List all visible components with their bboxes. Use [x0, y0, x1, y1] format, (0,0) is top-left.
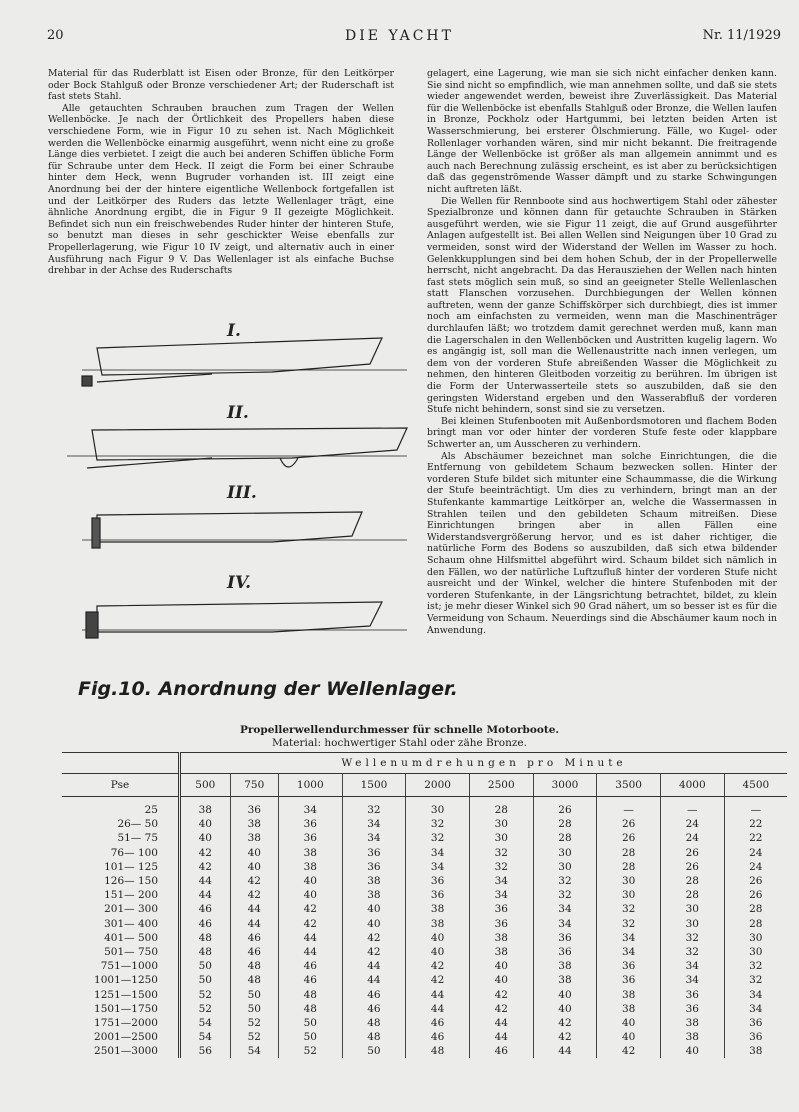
- diameter-cell: 50: [180, 959, 231, 973]
- diameter-cell: —: [597, 797, 661, 818]
- diameter-cell: 46: [342, 1002, 406, 1016]
- figure-label: I.: [227, 321, 241, 341]
- diameter-cell: 36: [406, 888, 470, 902]
- diameter-cell: 38: [278, 860, 342, 874]
- diameter-cell: 48: [342, 1016, 406, 1030]
- diameter-cell: 28: [533, 831, 597, 845]
- table-row: [62, 797, 787, 818]
- diameter-cell: 50: [230, 987, 278, 1001]
- table-row: [62, 888, 787, 902]
- column-header: 1500: [342, 774, 406, 797]
- diameter-cell: 28: [469, 797, 533, 818]
- table-row: [62, 987, 787, 1001]
- table-title: Propellerwellendurchmesser für schnelle Motorboote.: [239, 724, 560, 736]
- diameter-cell: 44: [278, 931, 342, 945]
- diameter-cell: 26: [660, 846, 724, 860]
- diameter-cell: —: [750, 804, 762, 817]
- diameter-cell: 34: [278, 797, 342, 818]
- diameter-cell: 28: [533, 817, 597, 831]
- rudder-icon: [92, 518, 100, 548]
- diameter-cell: 42: [533, 1016, 597, 1030]
- right-text-column: [427, 68, 777, 636]
- diameter-cell: 38: [597, 987, 661, 1001]
- diameter-cell: 44: [278, 945, 342, 959]
- table-row: [62, 1002, 787, 1016]
- diameter-cell: 38: [597, 1002, 661, 1016]
- diameter-cell: 22: [749, 832, 763, 845]
- diameter-cell: 40: [342, 917, 406, 931]
- diameter-cell: 40: [180, 831, 231, 845]
- diameter-cell: 38: [533, 959, 597, 973]
- diameter-cell: 42: [230, 874, 278, 888]
- table-row: [62, 973, 787, 987]
- diameter-cell: 32: [749, 960, 763, 973]
- diameter-cell: 40: [533, 1002, 597, 1016]
- column-header: 2000: [406, 774, 470, 797]
- diameter-cell: 30: [469, 817, 533, 831]
- diameter-cell: 32: [533, 874, 597, 888]
- diameter-cell: 36: [597, 973, 661, 987]
- diameter-cell: 52: [230, 1016, 278, 1030]
- diameter-cell: 30: [406, 797, 470, 818]
- table-row: [62, 1044, 787, 1058]
- figure-caption: Fig.10. Anordnung der Wellenlager.: [78, 678, 458, 700]
- diameter-cell: 38: [278, 846, 342, 860]
- column-header: 3500: [597, 774, 661, 797]
- diameter-cell: 52: [180, 987, 231, 1001]
- diameter-cell: 38: [230, 831, 278, 845]
- diameter-cell: 50: [278, 1030, 342, 1044]
- diameter-cell: 40: [533, 987, 597, 1001]
- hull-outline: [97, 602, 382, 632]
- table-body: [62, 797, 787, 1059]
- pse-cell: 2501—3000: [62, 1044, 180, 1058]
- diameter-cell: 38: [660, 1030, 724, 1044]
- diameter-cell: 38: [469, 931, 533, 945]
- pse-cell: 301— 400: [62, 917, 180, 931]
- diameter-cell: 46: [180, 902, 231, 916]
- diameter-cell: 42: [278, 902, 342, 916]
- table-row: [62, 931, 787, 945]
- diameter-cell: 42: [180, 860, 231, 874]
- diameter-cell: 54: [180, 1016, 231, 1030]
- pse-cell: 201— 300: [62, 902, 180, 916]
- diameter-cell: 36: [749, 1031, 763, 1044]
- diameter-cell: 46: [406, 1016, 470, 1030]
- diameter-cell: 36: [230, 797, 278, 818]
- diameter-cell: 34: [660, 959, 724, 973]
- figure-10: [62, 300, 412, 720]
- diameter-cell: 42: [230, 888, 278, 902]
- hull-outline: [97, 512, 362, 542]
- diameter-cell: 32: [597, 902, 661, 916]
- diameter-cell: 26: [749, 875, 763, 888]
- diameter-cell: 42: [406, 973, 470, 987]
- diameter-cell: 38: [406, 917, 470, 931]
- diameter-cell: 44: [342, 959, 406, 973]
- diameter-cell: 44: [180, 874, 231, 888]
- diameter-cell: 28: [660, 874, 724, 888]
- pse-header: Pse: [62, 774, 180, 797]
- diameter-cell: 34: [597, 931, 661, 945]
- column-header: 1000: [278, 774, 342, 797]
- diameter-cell: 42: [342, 945, 406, 959]
- page-number: 20: [47, 28, 64, 43]
- pse-cell: 76— 100: [62, 846, 180, 860]
- issue-number: Nr. 11/1929: [702, 28, 781, 43]
- diameter-cell: 34: [660, 973, 724, 987]
- table-row: [62, 1016, 787, 1030]
- table-row: [62, 945, 787, 959]
- diameter-cell: 46: [406, 1030, 470, 1044]
- diameter-cell: 30: [469, 831, 533, 845]
- diameter-cell: —: [660, 797, 724, 818]
- hull-outline: [92, 428, 407, 460]
- diameter-cell: 42: [533, 1030, 597, 1044]
- diameter-cell: 32: [469, 846, 533, 860]
- diameter-cell: 32: [342, 797, 406, 818]
- diameter-cell: 36: [342, 846, 406, 860]
- diameter-cell: 48: [278, 987, 342, 1001]
- table-row: [62, 860, 787, 874]
- diameter-cell: 40: [469, 959, 533, 973]
- diameter-cell: 48: [230, 959, 278, 973]
- diameter-cell: 48: [342, 1030, 406, 1044]
- diameter-cell: 42: [469, 1002, 533, 1016]
- diameter-cell: 36: [278, 831, 342, 845]
- diameter-cell: 40: [406, 945, 470, 959]
- diameter-cell: 24: [749, 860, 763, 873]
- diameter-cell: 38: [342, 874, 406, 888]
- paragraph: Material für das Ruderblatt ist Eisen oder Bronze, für den Leitkörper oder Bock Stahlguß oder Bronze verschiedener Art; der Ruderschaft ist fast stets Stahl.: [48, 68, 394, 103]
- diameter-cell: 40: [278, 874, 342, 888]
- diameter-cell: 30: [749, 931, 763, 944]
- diameter-cell: 50: [230, 1002, 278, 1016]
- diameter-cell: 42: [469, 987, 533, 1001]
- diameter-cell: 44: [342, 973, 406, 987]
- diameter-cell: 54: [230, 1044, 278, 1058]
- paragraph: gelagert, eine Lagerung, wie man sie sich nicht einfacher denken kann. Sie sind nicht so empfindlich, wie man annehmen sollte, und daß sie stets wieder angewendet werden, beweist ihre Zuverlässigkeit. Das Material für die Wellenböcke ist ebenfalls Stahlguß oder Bronze, die Wellen laufen in Bronze, Pockholz oder Hartgummi, bei letzten beiden Arten ist Wasserschmierung, bei ersterer Ölschmierung. Fälle, wo Kugel- oder Rollenlager vorhanden wären, sind mir nicht bekannt. Die freitragende Länge der Wellenböcke ist größer als man allgemein annimmt und es auch nach Berechnung zulässig erscheint, es ist aber zu berücksichtigen daß das gegenströmende Wasser dämpft und zu starke Schwingungen nicht auftreten läßt.: [427, 68, 777, 195]
- pse-cell: 751—1000: [62, 959, 180, 973]
- pse-cell: 1001—1250: [62, 973, 180, 987]
- diameter-cell: 30: [660, 917, 724, 931]
- diameter-cell: 36: [533, 931, 597, 945]
- diameter-cell: 40: [660, 1044, 724, 1058]
- table-corner: [62, 753, 180, 774]
- column-header: 3000: [533, 774, 597, 797]
- diameter-cell: 36: [749, 1016, 763, 1029]
- pse-cell: 2001—2500: [62, 1030, 180, 1044]
- diameter-cell: 46: [278, 973, 342, 987]
- diameter-cell: 26: [660, 860, 724, 874]
- table-row: [62, 917, 787, 931]
- diameter-cell: 26: [597, 817, 661, 831]
- shaft-bearing-drawings: [62, 300, 412, 670]
- diameter-cell: 46: [180, 917, 231, 931]
- rpm-group-header: Wellenumdrehungen pro Minute: [180, 753, 788, 774]
- diameter-cell: 32: [660, 931, 724, 945]
- diameter-cell: 40: [406, 931, 470, 945]
- diameter-cell: 46: [230, 945, 278, 959]
- diameter-cell: 42: [406, 959, 470, 973]
- pse-cell: 1501—1750: [62, 1002, 180, 1016]
- diameter-cell: 32: [469, 860, 533, 874]
- paragraph: Die Wellen für Rennboote sind aus hochwertigem Stahl oder zähester Spezialbronze und können dann für getauchte Schrauben in Stärken ausgeführt werden, wie sie Figur 11 zeigt, die auf Grund ausgeführter Anlagen aufgestellt ist. Bei allen Wellen sind Neigungen über 10 Grad zu vermeiden, sonst wird der Widerstand der Wellen im Wasser zu hoch. Gelenkkupplungen sind bei dem hohen Schub, der in der Propellerwelle herrscht, nicht angebracht. Da das Herausziehen der Wellen nach hinten fast stets möglich sein muß, so sind an geeigneter Stelle Wellenlaschen statt Flanschen vorzusehen. Durchbiegungen der Wellen können auftreten, wenn der ganze Schiffskörper sich durchbiegt, dies ist immer noch am einfachsten zu vermeiden, wenn man die Maschinenträger durchlaufen läßt; wo trotzdem damit gerechnet werden muß, kann man die Lagerschalen in den Wellenböcken und Austritten kugelig lagern. Wo es angängig ist, soll man die Wellenaustritte nach innen verlegen, um dem von der vorderen Stufe abreißenden Wasser die Möglichkeit zu nehmen, den hinteren Gleitboden vorzeitig zu berühren. Im übrigen ist die Form der Unterwasserteile stets so auszubilden, daß sie den geringsten Widerstand ergeben und den Wasserabfluß der vorderen Stufe nicht behindern, sonst sind sie zu versetzen.: [427, 195, 777, 416]
- pse-cell: 126— 150: [62, 874, 180, 888]
- diameter-cell: 40: [342, 902, 406, 916]
- pse-cell: 101— 125: [62, 860, 180, 874]
- diameter-cell: 36: [660, 1002, 724, 1016]
- diameter-cell: 46: [230, 931, 278, 945]
- diameter-cell: 52: [230, 1030, 278, 1044]
- diameter-cell: 34: [342, 831, 406, 845]
- diameter-cell: 48: [230, 973, 278, 987]
- diameter-cell: 40: [230, 846, 278, 860]
- column-header: 2500: [469, 774, 533, 797]
- diameter-cell: 30: [597, 874, 661, 888]
- diameter-cell: 40: [469, 973, 533, 987]
- pse-cell: 25: [62, 797, 180, 818]
- diameter-cell: 36: [533, 945, 597, 959]
- diameter-cell: 38: [406, 902, 470, 916]
- diameter-cell: 40: [597, 1016, 661, 1030]
- figure-label: IV.: [227, 573, 252, 593]
- diameter-cell: 54: [180, 1030, 231, 1044]
- diameter-cell: 36: [469, 917, 533, 931]
- diameter-cell: 38: [180, 797, 231, 818]
- diameter-cell: 40: [278, 888, 342, 902]
- paragraph: Bei kleinen Stufenbooten mit Außenbordsmotoren und flachem Boden bringt man vor oder hinter der vorderen Stufe feste oder klappbare Schwerter an, um Ausscheren zu verhindern.: [427, 415, 777, 450]
- diameter-cell: 28: [597, 846, 661, 860]
- diameter-cell: 34: [597, 945, 661, 959]
- diameter-cell: 48: [180, 931, 231, 945]
- diameter-cell: 46: [342, 987, 406, 1001]
- diameter-cell: 44: [230, 917, 278, 931]
- diameter-cell: 30: [533, 860, 597, 874]
- paragraph: Als Abschäumer bezeichnet man solche Einrichtungen, die die Entfernung von gebildetem Schaum bezwecken sollen. Hinter der vorderen Stufe bildet sich mitunter eine Schaummasse, die die Wirkung der Stufe beeinträchtigt. Um dies zu verhindern, bringt man an der Stufenkante kammartige Leitkörper an, welche die Wassermassen in Strahlen teilen und den gebildeten Schaum mitreißen. Diese Einrichtungen bringen aber in allen Fällen eine Widerstandsvergrößerung hervor, und es ist daher richtiger, die natürliche Form des Bodens so auszubilden, daß sich etwa bildender Schaum ohne Hilfsmittel abgeführt wird. Schaum bildet sich nämlich in den Fällen, wo der natürliche Luftzufluß hinter der vorderen Stufe nicht ausreicht und der Winkel, welcher die hintere Stufenboden mit der vorderen Stufenkante, in der Längsrichtung betrachtet, bildet, zu klein ist; je mehr dieser Winkel sich 90 Grad nähert, um so besser ist es für die Vermeidung von Schaum. Neuerdings sind die Abschäumer kaum noch in Anwendung.: [427, 450, 777, 636]
- table-row: [62, 817, 787, 831]
- diameter-cell: 36: [406, 874, 470, 888]
- diameter-cell: 56: [180, 1044, 231, 1058]
- diameter-cell: 40: [230, 860, 278, 874]
- left-text-column: [48, 68, 394, 277]
- table-row: [62, 831, 787, 845]
- pse-cell: 26— 50: [62, 817, 180, 831]
- diameter-cell: 32: [749, 974, 763, 987]
- diameter-cell: 34: [406, 846, 470, 860]
- diameter-cell: 30: [597, 888, 661, 902]
- pse-cell: 51— 75: [62, 831, 180, 845]
- diameter-cell: 36: [469, 902, 533, 916]
- diameter-cell: 30: [749, 945, 763, 958]
- diameter-cell: 36: [597, 959, 661, 973]
- diameter-cell: 44: [406, 1002, 470, 1016]
- diameter-cell: 50: [342, 1044, 406, 1058]
- diameter-cell: 34: [342, 817, 406, 831]
- diameter-cell: 44: [230, 902, 278, 916]
- diameter-cell: 52: [278, 1044, 342, 1058]
- diameter-cell: 36: [342, 860, 406, 874]
- pse-cell: 401— 500: [62, 931, 180, 945]
- diameter-cell: 42: [180, 846, 231, 860]
- diameter-cell: 34: [469, 888, 533, 902]
- bow-rudder-icon: [280, 458, 298, 467]
- column-header: 500: [180, 774, 231, 797]
- diameter-cell: 32: [406, 817, 470, 831]
- diameter-cell: 38: [469, 945, 533, 959]
- diameter-cell: 24: [749, 846, 763, 859]
- diameter-cell: 44: [406, 987, 470, 1001]
- diameter-cell: 32: [660, 945, 724, 959]
- hull-outline: [97, 338, 382, 375]
- diameter-cell: 32: [533, 888, 597, 902]
- paragraph: Alle getauchten Schrauben brauchen zum Tragen der Wellen Wellenböcke. Je nach der Örtlichkeit des Propellers haben diese verschiedene Form, wie in Figur 10 zu sehen ist. Nach Möglichkeit werden die Wellenböcke einarmig ausgeführt, wenn nicht eine zu große Länge dies verbietet. I zeigt die auch bei anderen Schiffen übliche Form für Schraube unter dem Heck. II zeigt die Form bei einer Schraube hinter dem Heck, wenn Bugruder vorhanden ist. III zeigt eine Anordnung bei der der hintere eigentliche Wellenbock fortgefallen ist und der Leitkörper des Ruders das letzte Wellenlager trägt, eine ähnliche Anordnung ergibt, die in Figur 9 II gezeigte Möglichkeit. Befindet sich nun ein freischwebendes Ruder hinter der hinteren Stufe, so benutzt man dieses in sehr geschickter Weise ebenfalls zur Propellerlagerung, wie Figur 10 IV zeigt, und alternativ auch in einer Ausführung nach Figur 9 V. Das Wellenlager ist als einfache Buchse drehbar in der Achse des Ruderschafts: [48, 102, 394, 277]
- pse-cell: 501— 750: [62, 945, 180, 959]
- table-row: [62, 846, 787, 860]
- diameter-cell: 28: [597, 860, 661, 874]
- diameter-cell: 40: [597, 1030, 661, 1044]
- figure-label: II.: [227, 403, 249, 423]
- diameter-cell: 34: [749, 1002, 763, 1015]
- diameter-cell: 40: [180, 817, 231, 831]
- diameter-cell: 28: [749, 917, 763, 930]
- column-header: 4500: [724, 774, 787, 797]
- propeller-icon: [82, 376, 92, 386]
- diameter-cell: 42: [278, 917, 342, 931]
- diameter-cell: 38: [749, 1045, 763, 1058]
- diameter-cell: 30: [533, 846, 597, 860]
- diameter-cell: 52: [180, 1002, 231, 1016]
- figure-label: III.: [227, 483, 257, 503]
- table-subtitle: Material: hochwertiger Stahl oder zähe Bronze.: [272, 737, 527, 749]
- rudder-propeller-icon: [86, 612, 98, 638]
- diameter-cell: 34: [749, 988, 763, 1001]
- diameter-cell: 46: [469, 1044, 533, 1058]
- diameter-cell: 50: [278, 1016, 342, 1030]
- column-header: 750: [230, 774, 278, 797]
- diameter-cell: 38: [342, 888, 406, 902]
- column-header: 4000: [660, 774, 724, 797]
- diameter-cell: 26: [749, 889, 763, 902]
- diameter-cell: 42: [597, 1044, 661, 1058]
- diameter-cell: 26: [533, 797, 597, 818]
- table-row: [62, 1030, 787, 1044]
- diameter-cell: 34: [406, 860, 470, 874]
- table-row: [62, 902, 787, 916]
- diameter-cell: 48: [278, 1002, 342, 1016]
- diameter-cell: 34: [533, 902, 597, 916]
- diameter-cell: 30: [660, 902, 724, 916]
- diameter-cell: 42: [342, 931, 406, 945]
- shaft-diameter-table: [62, 752, 787, 1058]
- diameter-cell: 26: [597, 831, 661, 845]
- diameter-cell: 32: [406, 831, 470, 845]
- diameter-cell: 28: [660, 888, 724, 902]
- pse-cell: 1751—2000: [62, 1016, 180, 1030]
- pse-cell: 151— 200: [62, 888, 180, 902]
- diameter-cell: 36: [660, 987, 724, 1001]
- diameter-cell: 24: [660, 831, 724, 845]
- diameter-cell: 44: [469, 1030, 533, 1044]
- diameter-cell: 44: [469, 1016, 533, 1030]
- diameter-cell: 50: [180, 973, 231, 987]
- diameter-cell: 38: [660, 1016, 724, 1030]
- diameter-cell: 38: [230, 817, 278, 831]
- journal-title: DIE YACHT: [345, 28, 454, 44]
- diameter-cell: 44: [180, 888, 231, 902]
- diameter-cell: 46: [278, 959, 342, 973]
- diameter-cell: 34: [533, 917, 597, 931]
- diameter-cell: 36: [278, 817, 342, 831]
- diameter-cell: 24: [660, 817, 724, 831]
- table-row: [62, 874, 787, 888]
- diameter-cell: 34: [469, 874, 533, 888]
- diameter-cell: 44: [533, 1044, 597, 1058]
- table-row: [62, 959, 787, 973]
- diameter-cell: 38: [533, 973, 597, 987]
- diameter-cell: 22: [749, 818, 763, 831]
- pse-cell: 1251—1500: [62, 987, 180, 1001]
- diameter-cell: 48: [180, 945, 231, 959]
- diameter-cell: 28: [749, 903, 763, 916]
- diameter-cell: 48: [406, 1044, 470, 1058]
- diameter-cell: 32: [597, 917, 661, 931]
